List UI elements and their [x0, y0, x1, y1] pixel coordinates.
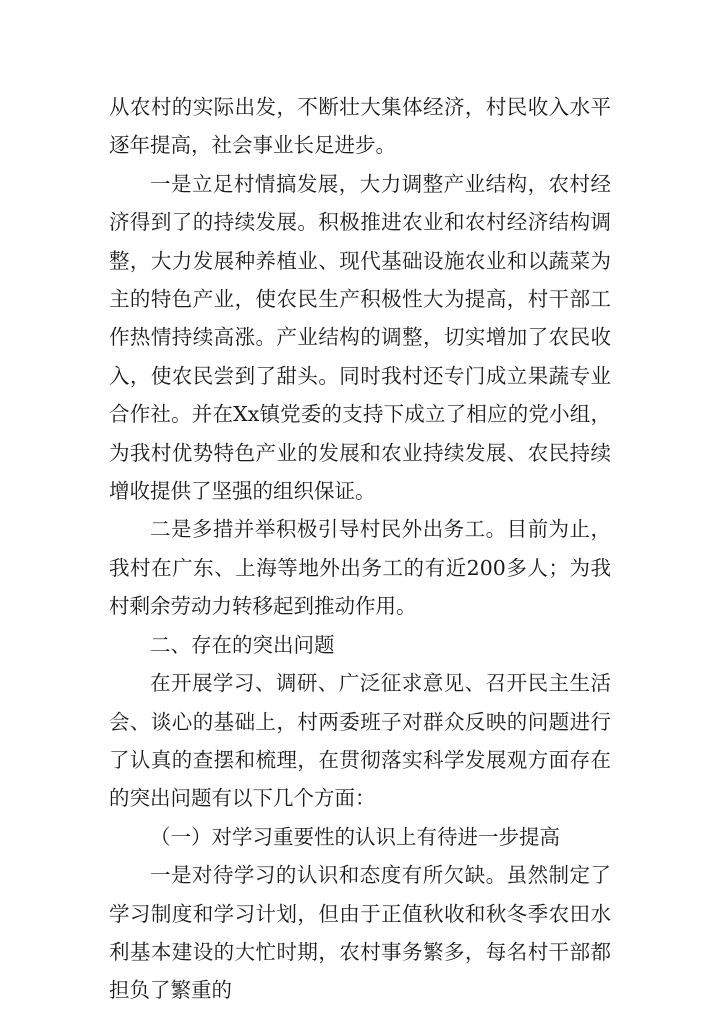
- subsection-heading-study: （一）对学习重要性的认识上有待进一步提高: [150, 824, 560, 849]
- section-heading-problems: 二、存在的突出问题: [150, 632, 335, 657]
- paragraph-industry-structure: 一是立足村情搞发展，大力调整产业结构，农村经济得到了的持续发展。积极推进农业和农村经济结构调整，大力发展种养植业、现代基础设施农业和以蔬菜为主的特色产业，使农民生产积极性大为提高，村干部工作热情持续高涨。产业结构的调整，切实增加了农民收入，使农民尝到了甜头。同时我村还专门成立果蔬专业合作社。并在Xx镇党委的支持下成立了相应的党小组，为我村优势特色产业的发展和农业持续发展、农民持续增收提供了坚强的组织保证。: [109, 171, 611, 504]
- paragraph-migrant-work: 二是多措并举积极引导村民外出务工。目前为止，我村在广东、上海等地外出务工的有近200多人；为我村剩余劳动力转移起到推动作用。: [109, 517, 611, 619]
- document-body: [109, 88, 611, 1010]
- paragraph-study-attitude: 一是对待学习的认识和态度有所欠缺。虽然制定了学习制度和学习计划，但由于正值秋收和秋冬季农田水利基本建设的大忙时期，农村事务繁多，每名村干部都担负了繁重的: [109, 863, 611, 1003]
- paragraph-continuation: 从农村的实际出发，不断壮大集体经济，村民收入水平逐年提高，社会事业长足进步。: [109, 95, 611, 158]
- paragraph-problems-intro: 在开展学习、调研、广泛征求意见、召开民主生活会、谈心的基础上，村两委班子对群众反映的问题进行了认真的查摆和梳理，在贯彻落实科学发展观方面存在的突出问题有以下几个方面：: [109, 671, 611, 811]
